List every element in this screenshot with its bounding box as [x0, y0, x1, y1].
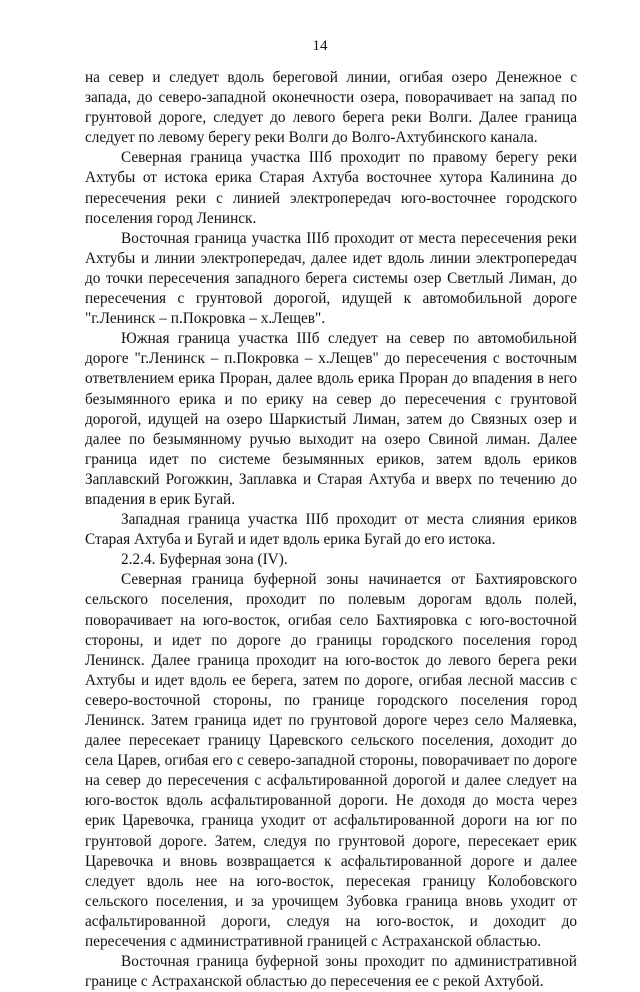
- paragraph-volga-boundary: на север и следует вдоль береговой линии, огибая озеро Денежное с запада, до северо-западной оконечности озера, поворачивает на запад по грунтовой дороге, следует до левого берега реки Волги. Далее граница следует по левому берегу реки Волги до Волго-Ахтубинского канала.: [85, 69, 577, 147]
- paragraph-east-boundary-3b: Восточная граница участка IIIб проходит от места пересечения реки Ахтубы и линии электропередач, далее идет вдоль линии электропередач до точки пересечения западного берега системы озер Светлый Лиман, до пересечения с грунтовой дорогой, идущей к автомобильной дороге "г.Ленинск – п.Покровка – х.Лещев".: [85, 229, 577, 328]
- paragraph-north-boundary-buffer: Северная граница буферной зоны начинается от Бахтияровского сельского поселения, проходит по полевым дорогам вдоль полей, поворачивает на юго-восток, огибая село Бахтияровка с юго-восточной стороны, и идет по дороге до границы городского поселения город Ленинск. Далее граница проходит на юго-восток до левого берега реки Ахтубы и идет вдоль ее берега, затем по дороге, огибая лесной массив с северо-восточной стороны, по границе городского поселения город Ленинск. Затем граница идет по грунтовой дороге через село Маляевка, далее пересекает границу Царевского сельского поселения, доходит до села Царев, огибая его с северо-западной стороны, поворачивает по дороге на север до пересечения с асфальтированной дорогой и далее следует на юго-восток вдоль асфальтированной дороги. Не доходя до моста через ерик Царевочка, граница уходит от асфальтированной дороги на юг по грунтовой дороге. Затем, следуя по грунтовой дороге, пересекает ерик Царевочка и вновь возвращается к асфальтированной дороге и далее следует вдоль нее на юго-восток, пересекая границу Колобовского сельского поселения, и за урочищем Зубовка граница вновь уходит от асфальтированной дороги, следуя на юго-восток, и доходит до пересечения с административной границей с Астраханской областью.: [85, 571, 577, 951]
- section-heading-buffer-zone: 2.2.4. Буферная зона (IV).: [121, 551, 288, 569]
- page-number: 14: [312, 38, 328, 54]
- document-body: [85, 68, 577, 992]
- paragraph-west-boundary-3b: Западная граница участка IIIб проходит от места слияния ериков Старая Ахтуба и Бугай и идет вдоль ерика Бугай до его истока.: [85, 511, 577, 549]
- paragraph-north-boundary-3b: Северная граница участка IIIб проходит по правому берегу реки Ахтубы от истока ерика Старая Ахтуба восточнее хутора Калинина до пересечения реки с линией электропередач юго-восточнее городского поселения город Ленинск.: [85, 149, 577, 227]
- paragraph-east-boundary-buffer: Восточная граница буферной зоны проходит по административной границе с Астраханской областью до пересечения ее с рекой Ахтубой.: [85, 953, 577, 991]
- paragraph-south-boundary-3b: Южная граница участка IIIб следует на север по автомобильной дороге "г.Ленинск – п.Покровка – х.Лещев" до пересечения с восточным ответвлением ерика Проран, далее вдоль ерика Проран до впадения в него безымянного ерика и по ерику на север до пересечения с грунтовой дорогой, идущей на озеро Шаркистый Лиман, затем до Связных озер и далее по безымянному ручью выходит на озеро Свиной лиман. Далее граница идет по системе безымянных ериков, затем вдоль ериков Заплавский Рогожкин, Заплавка и Старая Ахтуба и вверх по течению до впадения в ерик Бугай.: [85, 330, 577, 508]
